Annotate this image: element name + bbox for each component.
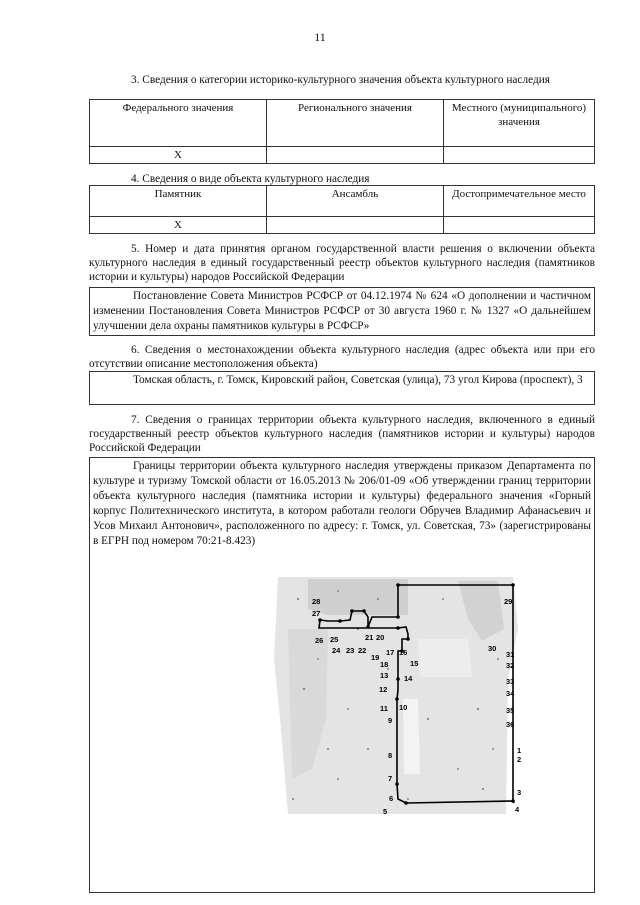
section-4-heading: 4. Сведения о виде объекта культурного наследия bbox=[131, 173, 370, 185]
category-local-mark bbox=[444, 147, 595, 164]
map-point-36: 36 bbox=[506, 720, 515, 729]
map-point-4: 4 bbox=[515, 805, 520, 814]
map-point-1: 1 bbox=[517, 746, 522, 755]
map-point-18: 18 bbox=[380, 660, 389, 669]
map-point-15: 15 bbox=[410, 659, 419, 668]
category-federal-mark: X bbox=[90, 147, 267, 164]
map-point-26: 26 bbox=[315, 636, 324, 645]
map-point-6: 6 bbox=[389, 794, 394, 803]
map-point-20: 20 bbox=[376, 633, 385, 642]
location-box bbox=[89, 371, 595, 405]
map-point-24: 24 bbox=[332, 646, 341, 655]
map-point-29: 29 bbox=[504, 597, 513, 606]
map-point-9: 9 bbox=[388, 716, 393, 725]
map-point-21: 21 bbox=[365, 633, 374, 642]
map-point-5: 5 bbox=[383, 807, 388, 816]
map-point-30: 30 bbox=[488, 644, 497, 653]
registry-decision-text: Постановление Совета Министров РСФСР от 04.12.1974 № 624 «О дополнении и частичном изменении Постановления Совета Министров РСФСР от 30 августа 1960 г. № 1327 «О дальнейшем улучшении дела охраны памятников культуры в РСФСР» bbox=[93, 290, 591, 332]
page-number: 11 bbox=[314, 30, 326, 44]
category-local-header: Местного (муниципального) значения bbox=[444, 100, 595, 147]
section-5-heading: 5. Номер и дата принятия органом государственной власти решения о включении объекта культурного наследия в единый государственный реестр объектов культурного наследия (памятников истории и культуры) народов Российской Федерации bbox=[89, 243, 595, 283]
type-ensemble-mark bbox=[267, 217, 444, 234]
type-landmark-mark bbox=[444, 217, 595, 234]
map-point-2: 2 bbox=[517, 755, 522, 764]
type-monument-header: Памятник bbox=[90, 186, 267, 217]
map-point-17: 17 bbox=[386, 648, 395, 657]
type-monument-mark: X bbox=[90, 217, 267, 234]
type-table bbox=[89, 185, 595, 234]
map-point-11: 11 bbox=[380, 704, 388, 713]
location-text: Томская область, г. Томск, Кировский район, Советская (улица), 73 угол Кирова (проспект), 3 bbox=[133, 374, 583, 386]
map-point-27: 27 bbox=[312, 609, 321, 618]
category-regional-header: Регионального значения bbox=[267, 100, 444, 147]
section-7-heading: 7. Сведения о границах территории объекта культурного наследия, включенного в единый государственный реестр объектов культурного наследия (памятников истории и культуры) народов Российской Федерации bbox=[89, 414, 595, 454]
boundaries-text: Границы территории объекта культурного наследия утверждены приказом Департамента по культуре и туризму Томской области от 16.05.2013 № 206/01-09 «Об утверждении границ территории объекта культурного наследия (памятника истории и культуры) федерального значения «Горный корпус Политехнического института, в котором работали геологи Обручев Владимир Афанасьевич и Усов Михаил Антонович», расположенного по адресу: г. Томск, ул. Советская, 73» (зарегистрированы в ЕГРН под номером 70:21-8.423) bbox=[93, 460, 591, 547]
map-point-16: 16 bbox=[399, 648, 408, 657]
type-landmark-header: Достопримечательное место bbox=[444, 186, 595, 217]
map-point-8: 8 bbox=[388, 751, 393, 760]
map-point-12: 12 bbox=[379, 685, 388, 694]
boundaries-box bbox=[89, 457, 595, 893]
map-point-25: 25 bbox=[330, 635, 339, 644]
map-point-35: 35 bbox=[506, 706, 515, 715]
registry-decision-box bbox=[89, 287, 595, 336]
map-point-7: 7 bbox=[388, 774, 393, 783]
map-point-14: 14 bbox=[404, 674, 413, 683]
map-point-34: 34 bbox=[506, 689, 515, 698]
map-point-28: 28 bbox=[312, 597, 321, 606]
boundary-map bbox=[268, 569, 528, 819]
map-point-31: 31 bbox=[506, 650, 515, 659]
section-3-heading: 3. Сведения о категории историко-культурного значения объекта культурного наследия bbox=[131, 74, 550, 86]
map-point-32: 32 bbox=[506, 661, 515, 670]
map-point-33: 33 bbox=[506, 677, 515, 686]
map-point-23: 23 bbox=[346, 646, 355, 655]
map-point-19: 19 bbox=[371, 653, 380, 662]
category-federal-header: Федерального значения bbox=[90, 100, 267, 147]
map-point-22: 22 bbox=[358, 646, 367, 655]
category-regional-mark bbox=[267, 147, 444, 164]
map-point-13: 13 bbox=[380, 671, 389, 680]
section-6-heading: 6. Сведения о местонахождении объекта культурного наследия (адрес объекта или при его отсутствии описание местоположения объекта) bbox=[89, 344, 595, 370]
category-table bbox=[89, 99, 595, 164]
map-point-10: 10 bbox=[399, 703, 408, 712]
type-ensemble-header: Ансамбль bbox=[267, 186, 444, 217]
map-point-3: 3 bbox=[517, 788, 522, 797]
